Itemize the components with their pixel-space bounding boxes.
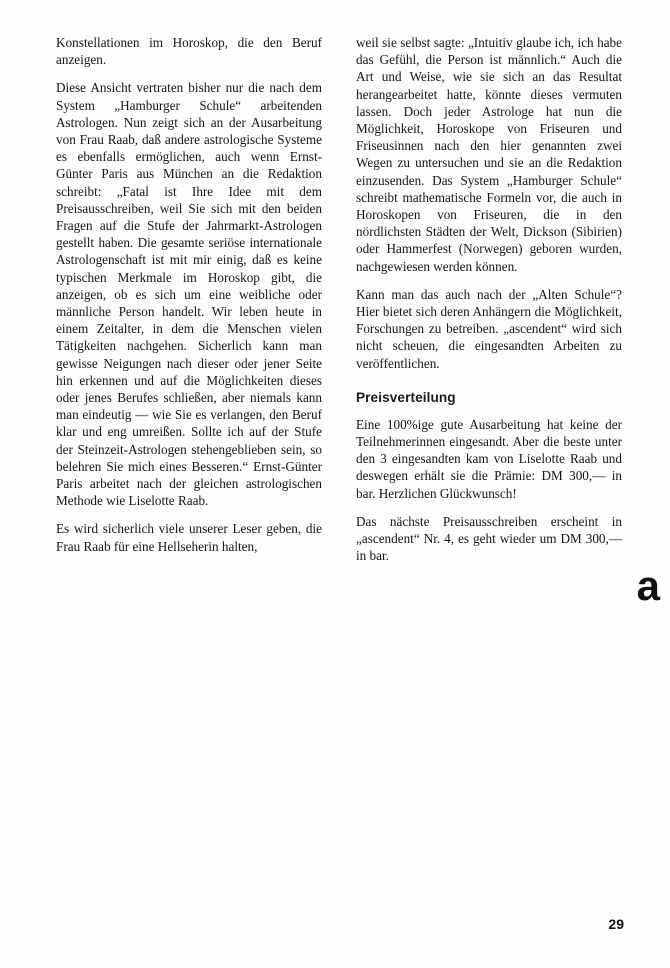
two-column-body — [56, 34, 622, 564]
paragraph: Kann man das auch nach der „Alten Schule“? Hier bietet sich deren Anhängern die Möglichkeit, Forschungen zu betreiben. „ascendent“ wird sich nicht scheuen, die eingesandten Arbeiten zu veröffentlichen. — [356, 286, 622, 371]
left-column — [56, 34, 322, 564]
paragraph: Konstellationen im Horoskop, die den Beruf anzeigen. — [56, 35, 322, 68]
page-number: 29 — [608, 916, 624, 932]
paragraph: weil sie selbst sagte: „Intuitiv glaube ich, ich habe das Gefühl, die Person ist männlich.“ Auch die Art und Weise, wie sie sich an das Resultat herangearbeitet hatte, könnte dieses vermuten lassen. Doch jeder Astrologe hat nun die Möglichkeit, Horoskope von Friseuren und Friseusinnen nach den hier genannten zwei Wegen zu untersuchen und sie an die Redaktion einzusenden. Das System „Hamburger Schule“ schreibt mathematische Formeln vor, die auch in Horoskopen von Friseuren, die in den nördlichsten Städten der Welt, Dickson (Sibirien) oder Hammerfest (Norwegen) geboren wurden, nachgewiesen werden können. — [356, 35, 622, 274]
paragraph: Eine 100%ige gute Ausarbeitung hat keine der Teilnehmerinnen eingesandt. Aber die beste unter den 3 eingesandten kam von Liselotte Raab und deswegen erhält sie die Prämie: DM 300,— in bar. Herzlichen Glückwunsch! — [356, 416, 622, 501]
section-heading: Preisverteilung — [356, 389, 456, 405]
paragraph: Es wird sicherlich viele unserer Leser geben, die Frau Raab für eine Hellseherin halten, — [56, 521, 322, 554]
paragraph: Das nächste Preisausschreiben erscheint in „ascendent“ Nr. 4, es geht wieder um DM 300,— in bar. — [356, 513, 622, 564]
right-column — [356, 34, 622, 564]
paragraph: Diese Ansicht vertraten bisher nur die nach dem System „Hamburger Schule“ arbeitenden Astrologen. Nun zeigt sich an der Ausarbeitung von Frau Raab, daß andere astrologische Systeme es ebenfalls ermöglichen, auch wenn Ernst-Günter Paris aus München an die Redaktion schreibt: „Fatal ist Ihre Idee mit dem Preisausschreiben, weil Sie sich mit den beiden Fragen auf die Stufe der Jahrmarkt-Astrologen gestellt haben. Die gesamte seriöse internationale Astrologenschaft ist mit mir einig, daß es keine typischen Merkmale im Horoskop gibt, die anzeigen, ob es sich um eine weibliche oder männliche Person handelt. Wir leben heute in einem Zeitalter, in dem die Menschen vielen Tätigkeiten nachgehen. Sicherlich kann man gewisse Neigungen nach dieser oder jener Seite hin erkennen und auf die Möglichkeiten dieses oder jenes Berufes schließen, aber niemals kann man eindeutig — wie Sie es verlangen, den Beruf klar und eng umreißen. Sollte ich auf der Stufe der Steinzeit-Astrologen stehengeblieben sein, so belehren Sie mich eines Besseren.“ Ernst-Günter Paris arbeitet nach der gleichen astrologischen Methode wie Liselotte Raab. — [56, 80, 322, 509]
ascendent-logo: a — [636, 562, 660, 609]
